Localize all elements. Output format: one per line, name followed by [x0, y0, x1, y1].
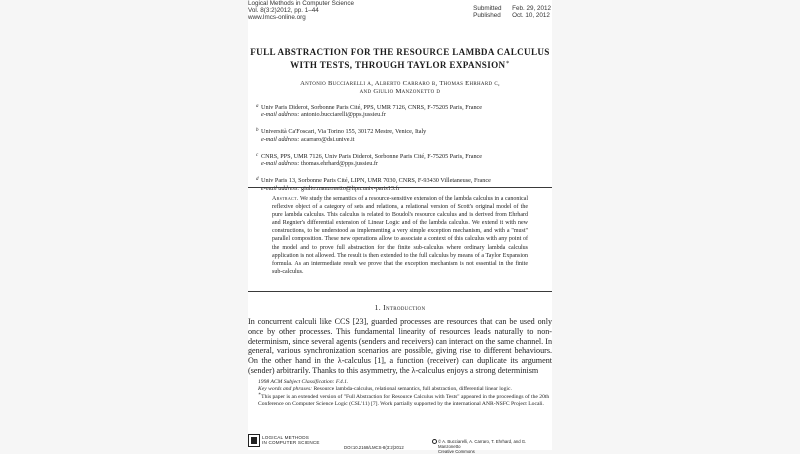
- creative-commons-icon: [432, 439, 437, 444]
- email-label: e-mail address:: [261, 184, 300, 192]
- footnote-text: This paper is an extended version of "Full Abstraction for Resource Calculus with Tests" appeared in the proceedings of the 20th Conference on Computer Science Logic (CSL'11) [7]. Work partially supported by the international ANR-NSFC Project Locali.: [258, 394, 550, 407]
- abstract-top-rule: [248, 187, 552, 188]
- footnote-mark: ∗: [258, 392, 262, 398]
- affiliation-mark: b: [256, 128, 259, 134]
- doi[interactable]: DOI:10.2168/LMCS-8(3:2)2012: [344, 445, 404, 450]
- paper-title: [248, 47, 552, 71]
- affiliation-address: Università Ca'Foscari, Via Torino 155, 30172 Mestre, Venice, Italy: [261, 128, 427, 136]
- affiliation-address: Univ Paris 13, Sorbonne Paris Cité, LIPN, UMR 7030, CNRS, F-93430 Villetaneuse, France: [261, 177, 491, 185]
- abstract: [272, 195, 528, 276]
- logo-line-2: IN COMPUTER SCIENCE: [262, 440, 320, 446]
- email-address[interactable]: thomas.ehrhard@pps.jussieu.fr: [300, 160, 378, 168]
- section-title: Introduction: [383, 303, 426, 312]
- logo-line-1: LOGICAL METHODS: [262, 435, 309, 440]
- journal-url[interactable]: www.lmcs-online.org: [248, 13, 306, 21]
- keywords: Resource lambda-calculus, relational semantics, full abstraction, differential linear logic.: [313, 385, 512, 392]
- abstract-heading: Abstract.: [272, 196, 299, 202]
- journal-name: Logical Methods in Computer Science: [248, 0, 355, 7]
- email-label: e-mail address:: [261, 160, 300, 168]
- affiliation-address: CNRS, PPS, UMR 7126, Univ Paris Diderot, Sorbonne Paris Cité, F-75205 Paris, France: [261, 152, 483, 160]
- email-address[interactable]: acarraro@dsi.unive.it: [300, 135, 355, 143]
- copyright-line-1: © A. Bucciarelli, A. Carraro, T. Ehrhard, and G. Manzonetto: [438, 439, 527, 449]
- affiliation-mark: a: [256, 104, 259, 109]
- title-line-2: WITH TESTS, THROUGH TAYLOR EXPANSION: [290, 60, 506, 71]
- affiliation-mark: d: [256, 177, 259, 183]
- email-address[interactable]: giulio.manzonetto@lipn.univ-paris13.fr: [300, 184, 400, 192]
- affiliation: [256, 103, 546, 119]
- email-label: e-mail address:: [261, 135, 300, 143]
- abstract-text: We study the semantics of a resource-sensitive extension of the lambda calculus in a canonical reflexive object of a category of sets and relations, a relational version of Scott's original model of the pure lambda calculus. This calculus is related to Boudol's resource calculus and is derived from Ehrhard and Regnier's differential extension of Linear Logic and of the lambda calculus. We extend it with new constructions, to be understood as implementing a very simple exception mechanism, and with a "must" parallel composition. These new operations allow to associate a context of this calculus with any point of the model and to prove full abstraction for the finite sub-calculus where ordinary lambda calculus application is not allowed. The result is then extended to the full calculus by means of a Taylor Expansion formula. As an intermediate result we prove that the exception mechanism is not essential in the finite sub-calculus.: [272, 196, 528, 275]
- affiliation-address: Univ Paris Diderot, Sorbonne Paris Cité, PPS, UMR 7126, CNRS, F-75205 Paris, France: [261, 104, 483, 111]
- journal-header: [248, 1, 354, 22]
- affiliation: [256, 152, 546, 168]
- affiliation: [256, 176, 546, 192]
- published-date: Oct. 10, 2012: [512, 11, 550, 19]
- affiliation-list: [256, 103, 546, 201]
- author-list: [248, 80, 552, 96]
- copyright-notice: [438, 439, 548, 454]
- lmcs-logo-icon: [248, 434, 260, 447]
- keywords-label: Key words and phrases:: [258, 385, 313, 392]
- published-label: Published: [473, 11, 501, 19]
- authors-line-2: and Giulio Manzonetto d: [359, 88, 441, 96]
- title-line-1: FULL ABSTRACTION FOR THE RESOURCE LAMBDA CALCULUS: [250, 47, 550, 57]
- affiliation-mark: c: [256, 152, 259, 158]
- email-label: e-mail address:: [261, 111, 300, 119]
- submitted-date: Feb. 29, 2012: [512, 5, 551, 12]
- paper-page: [248, 0, 552, 454]
- copyright-line-2[interactable]: Creative Commons: [438, 449, 475, 454]
- section-number: 1.: [374, 303, 381, 312]
- submitted-label: Submitted: [473, 5, 502, 12]
- email-address[interactable]: antonio.bucciarelli@pps.jussieu.fr: [300, 111, 386, 119]
- abstract-bottom-rule: [248, 291, 552, 292]
- section-heading: [248, 303, 552, 312]
- publication-dates: [473, 6, 551, 20]
- body-paragraph: In concurrent calculi like CCS [23], guarded processes are resources that can be used only once by other processes. This fundamental linearity of resources leads naturally to non-determinism, since several agents (senders and receivers) can interact on the same channel. In general, various synchronization scenarios are possible, giving rise to different behaviours. On the other hand in the λ-calculus [1], a function (receiver) can duplicate its argument (sender) arbitrarily. Thanks to this asymmetry, the λ-calculus enjoys a strong determinism: [248, 317, 552, 375]
- journal-volume: Vol. 8(3:2)2012, pp. 1–44: [248, 6, 319, 14]
- footnotes: [248, 379, 552, 407]
- authors-line-1: Antonio Bucciarelli a, Alberto Carraro b, Thomas Ehrhard c,: [300, 80, 500, 87]
- title-footnote-mark: ∗: [505, 60, 510, 66]
- acm-classification: 1998 ACM Subject Classification: F.4.1.: [258, 379, 349, 385]
- lmcs-logo-text: [262, 435, 320, 445]
- page-footer: [248, 434, 552, 454]
- affiliation: [256, 127, 546, 143]
